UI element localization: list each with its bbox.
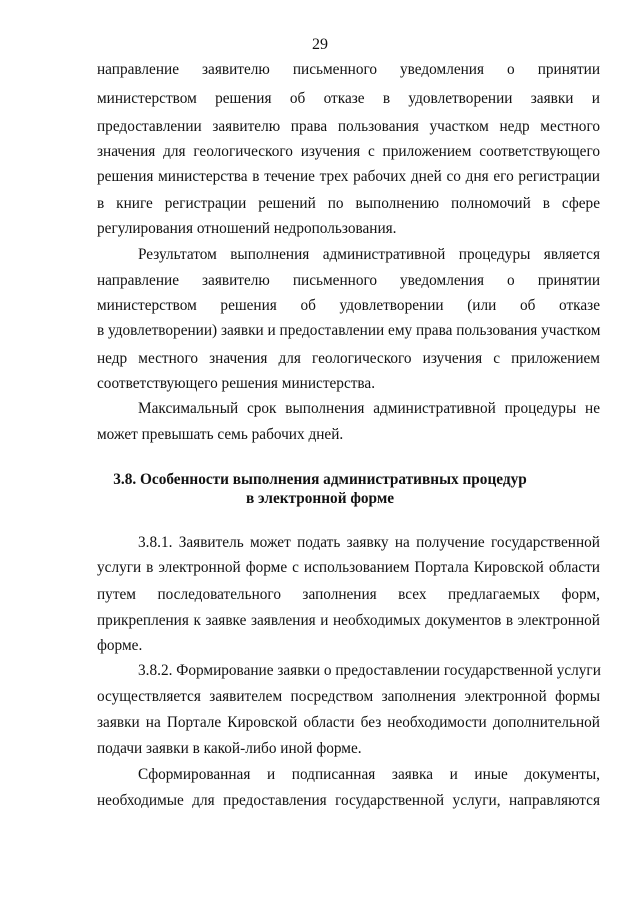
- para2-line-5: недр местного значения для геологического изучения с приложением: [97, 350, 600, 367]
- para6-line-2: необходимые для предоставления государственной услуги, направляются: [97, 792, 600, 809]
- para5-line-2: осуществляется заявителем посредством заполнения электронной формы: [97, 688, 600, 705]
- para4-line-4: прикрепления к заявке заявления и необходимых документов в электронной: [97, 612, 600, 629]
- para4-line-3: путем последовательного заполнения всех предлагаемых форм,: [97, 586, 600, 603]
- page-number: 29: [312, 36, 328, 53]
- para5-line-1: 3.8.2. Формирование заявки о предоставлении государственной услуги: [138, 662, 601, 679]
- para4-line-1: 3.8.1. Заявитель может подать заявку на получение государственной: [138, 534, 600, 551]
- para4-line-2: услуги в электронной форме с использованием Портала Кировской области: [97, 559, 600, 576]
- para2-line-1: Результатом выполнения административной процедуры является: [138, 246, 600, 263]
- para1-line-2: министерством решения об отказе в удовлетворении заявки и: [97, 90, 600, 107]
- para1-line-4: значения для геологического изучения с приложением соответствующего: [97, 143, 600, 160]
- para2-line-2: направление заявителю письменного уведомления о принятии: [97, 272, 600, 289]
- para2-line-6: соответствующего решения министерства.: [97, 375, 376, 392]
- para1-line-1: направление заявителю письменного уведомления о принятии: [97, 61, 600, 78]
- para1-line-3: предоставлении заявителю права пользования участком недр местного: [97, 118, 600, 135]
- para6-line-1: Сформированная и подписанная заявка и иные документы,: [138, 766, 600, 783]
- para1-line-6: в книге регистрации решений по выполнению полномочий в сфере: [97, 195, 600, 212]
- para5-line-3: заявки на Портале Кировской области без необходимости дополнительной: [97, 714, 600, 731]
- para3-line-2: может превышать семь рабочих дней.: [97, 426, 344, 443]
- para3-line-1: Максимальный срок выполнения административной процедуры не: [138, 400, 600, 417]
- para5-line-4: подачи заявки в какой-либо иной форме.: [97, 740, 362, 757]
- para1-line-5: решения министерства в течение трех рабочих дней со дня его регистрации: [97, 168, 600, 185]
- section-heading-line-1: 3.8. Особенности выполнения административных процедур: [113, 471, 527, 488]
- para1-line-7: регулирования отношений недропользования.: [97, 220, 397, 237]
- para4-line-5: форме.: [97, 637, 143, 654]
- para2-line-3: министерством решения об удовлетворении (или об отказе: [97, 297, 600, 314]
- para2-line-4: в удовлетворении) заявки и предоставлении ему права пользования участком: [97, 322, 601, 339]
- section-heading-line-2: в электронной форме: [245, 490, 395, 507]
